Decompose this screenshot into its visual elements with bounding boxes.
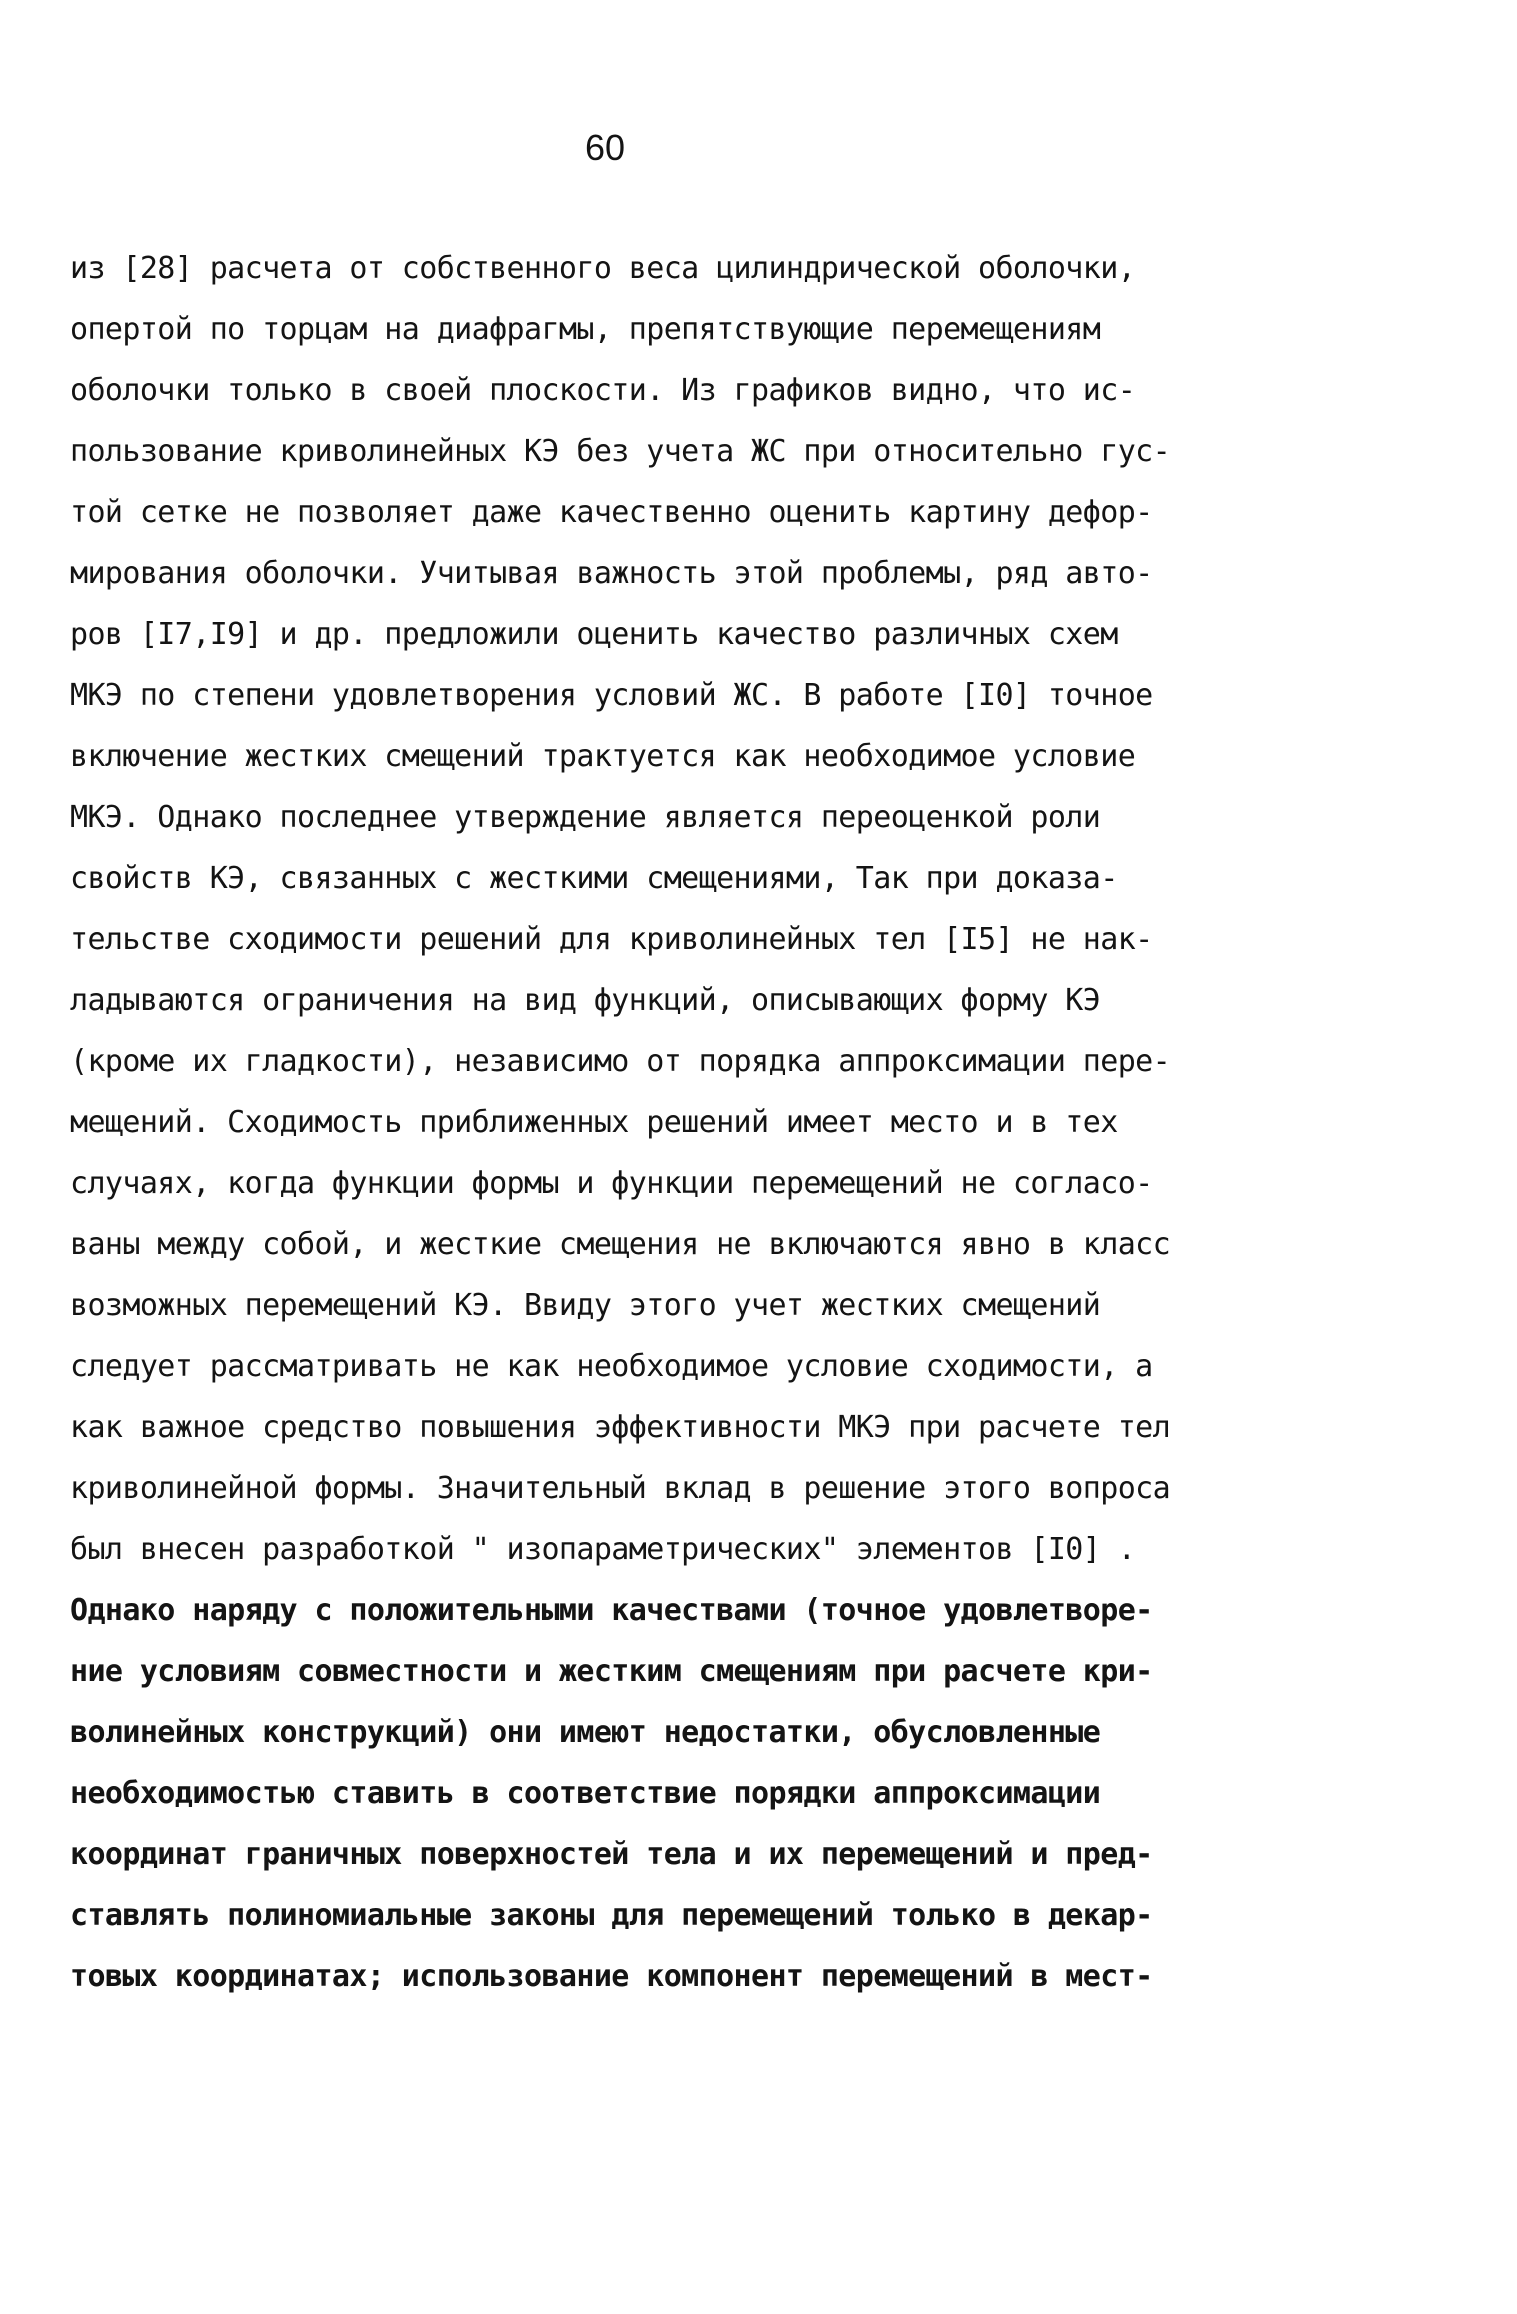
text-line: мирования оболочки. Учитывая важность этой проблемы, ряд авто- — [70, 556, 1153, 591]
text-line: тельстве сходимости решений для криволинейных тел [I5] не нак- — [70, 922, 1153, 957]
text-line: следует рассматривать не как необходимое условие сходимости, а — [70, 1349, 1153, 1384]
body-text — [70, 238, 1290, 2007]
text-line: товых координатах; использование компонент перемещений в мест- — [70, 1959, 1153, 1994]
text-line: МКЭ по степени удовлетворения условий ЖС. В работе [I0] точное — [70, 678, 1153, 713]
text-line: ставлять полиномиальные законы для перемещений только в декар- — [70, 1898, 1153, 1933]
text-line: ние условиям совместности и жестким смещениям при расчете кри- — [70, 1654, 1153, 1689]
text-line: ваны между собой, и жесткие смещения не включаются явно в класс — [70, 1227, 1171, 1262]
text-line: ладываются ограничения на вид функций, описывающих форму КЭ — [70, 983, 1101, 1018]
text-line: как важное средство повышения эффективности МКЭ при расчете тел — [70, 1410, 1171, 1445]
text-line: МКЭ. Однако последнее утверждение является переоценкой роли — [70, 800, 1101, 835]
page-number: 60 — [584, 127, 626, 168]
text-line: возможных перемещений КЭ. Ввиду этого учет жестких смещений — [70, 1288, 1101, 1323]
text-line: был внесен разработкой " изопараметрических" элементов [I0] . — [70, 1532, 1136, 1567]
text-line: пользование криволинейных КЭ без учета ЖС при относительно гус- — [70, 434, 1171, 469]
text-line: ров [I7,I9] и др. предложили оценить качество различных схем — [70, 617, 1118, 652]
text-line: криволинейной формы. Значительный вклад в решение этого вопроса — [70, 1471, 1171, 1506]
text-line: из [28] расчета от собственного веса цилиндрической оболочки, — [70, 251, 1136, 286]
text-line: (кроме их гладкости), независимо от порядка аппроксимации пере- — [70, 1044, 1171, 1079]
text-line: координат граничных поверхностей тела и их перемещений и пред- — [70, 1837, 1153, 1872]
text-line: свойств КЭ, связанных с жесткими смещениями, Так при доказа- — [70, 861, 1118, 896]
text-line: необходимостью ставить в соответствие порядки аппроксимации — [70, 1776, 1101, 1811]
text-line: Однако наряду с положительными качествами (точное удовлетворе- — [70, 1593, 1153, 1628]
text-line: случаях, когда функции формы и функции перемещений не согласо- — [70, 1166, 1153, 1201]
text-line: включение жестких смещений трактуется как необходимое условие — [70, 739, 1136, 774]
text-line: мещений. Сходимость приближенных решений имеет место и в тех — [70, 1105, 1118, 1140]
text-line: волинейных конструкций) они имеют недостатки, обусловленные — [70, 1715, 1101, 1750]
text-line: той сетке не позволяет даже качественно оценить картину дефор- — [70, 495, 1153, 530]
text-line: опертой по торцам на диафрагмы, препятствующие перемещениям — [70, 312, 1101, 347]
text-line: оболочки только в своей плоскости. Из графиков видно, что ис- — [70, 373, 1136, 408]
